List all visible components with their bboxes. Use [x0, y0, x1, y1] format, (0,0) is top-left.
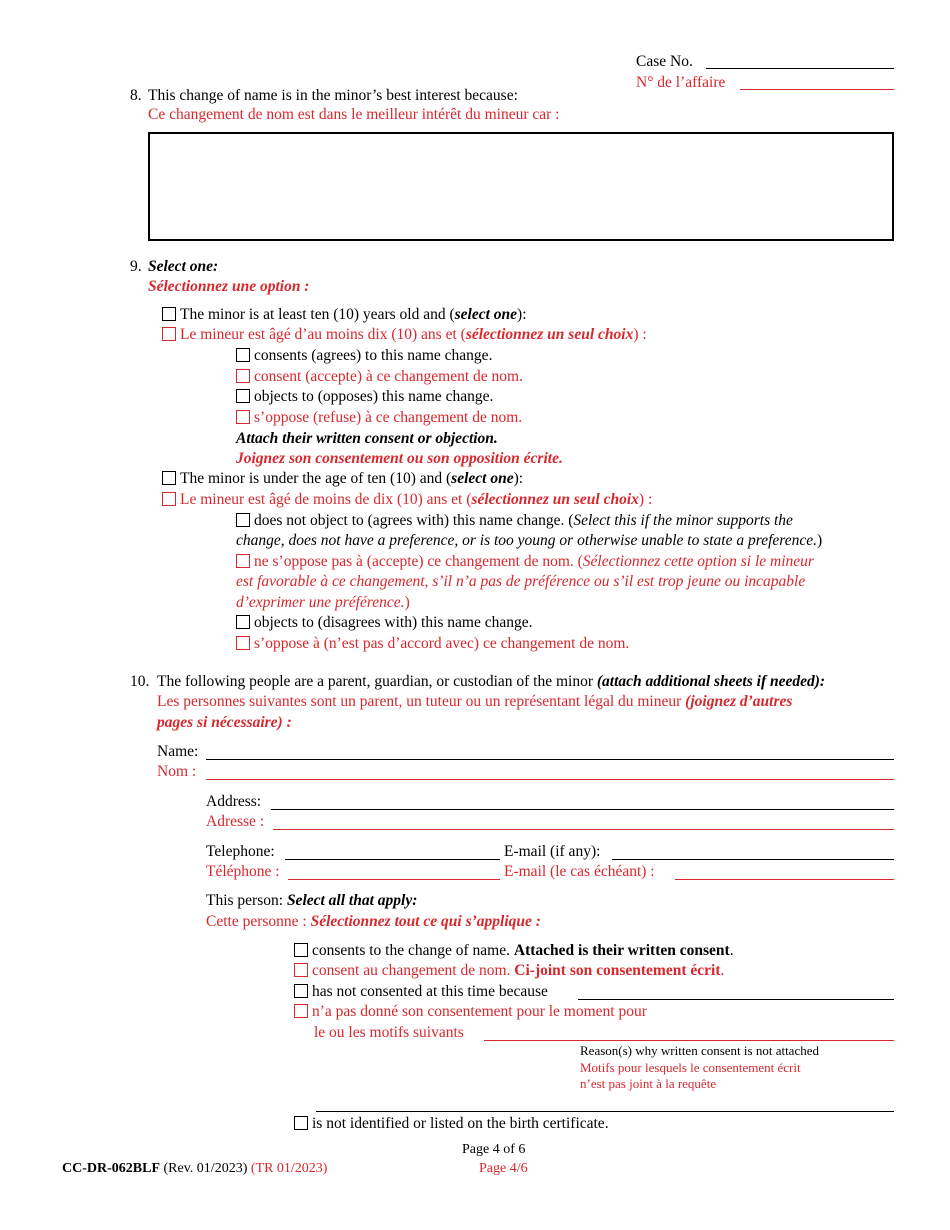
q9b-objects-option-fr: s’oppose à (n’est pas d’accord avec) ce changement de nom. [236, 634, 629, 654]
q9a-objects-option-fr: s’oppose (refuse) à ce changement de nom. [236, 408, 522, 428]
page-number: Page 4 of 6 [462, 1142, 526, 1157]
name-field[interactable] [206, 759, 894, 760]
not-consented-option[interactable]: has not consented at this time because [294, 982, 548, 1002]
q9b-objects-option[interactable]: objects to (disagrees with) this name change. [236, 613, 533, 633]
q9a-attach-note-fr: Joignez son consentement ou son opposition écrite. [236, 450, 563, 467]
case-no-label-fr: N° de l’affaire [636, 74, 726, 91]
telephone-field-fr [288, 879, 500, 880]
q9-option-b-fr: Le mineur est âgé de moins de dix (10) ans et (sélectionnez un seul choix) : [162, 490, 652, 510]
checkbox-icon[interactable] [236, 389, 250, 403]
not-consented-option-fr-cont: le ou les motifs suivants [314, 1024, 464, 1041]
checkbox-icon[interactable] [236, 348, 250, 362]
q9b-does-not-object-fr-cont2: d’exprimer une préférence.) [236, 594, 410, 611]
checkbox-icon[interactable] [294, 943, 308, 957]
name-label-fr: Nom : [157, 763, 197, 780]
not-consented-option-fr: n’a pas donné son consentement pour le moment pour [294, 1002, 647, 1022]
address-field[interactable] [271, 809, 894, 810]
q9b-does-not-object-fr-cont1: est favorable à ce changement, s’il n’a pas de préférence ou s’il est trop jeune ou incapable [236, 573, 806, 590]
checkbox-icon [162, 327, 176, 341]
consents-option-fr: consent au changement de nom. Ci-joint son consentement écrit. [294, 961, 724, 981]
this-person-label-fr: Cette personne : Sélectionnez tout ce qui s’applique : [206, 913, 541, 930]
q10-text-fr: Les personnes suivantes sont un parent, un tuteur ou un représentant légal du mineur (joignez d’autres [157, 693, 793, 710]
checkbox-icon[interactable] [162, 307, 176, 321]
not-on-birth-certificate-option[interactable]: is not identified or listed on the birth certificate. [294, 1114, 609, 1134]
address-label-fr: Adresse : [206, 813, 265, 830]
q9b-does-not-object-cont: change, does not have a preference, or is too young or otherwise unable to state a preference.) [236, 532, 823, 549]
q9-option-a-fr: Le mineur est âgé d’au moins dix (10) ans et (sélectionnez un seul choix) : [162, 325, 647, 345]
form-id: CC-DR-062BLF (Rev. 01/2023) (TR 01/2023) [62, 1161, 328, 1176]
telephone-label-fr: Téléphone : [206, 863, 280, 880]
q9b-does-not-object-option-fr: ne s’oppose pas à (accepte) ce changement de nom. (Sélectionnez cette option si le mineur [236, 552, 814, 572]
checkbox-icon [236, 554, 250, 568]
checkbox-icon[interactable] [294, 984, 308, 998]
email-field-fr [675, 879, 894, 880]
q9a-consents-option-fr: consent (accepte) à ce changement de nom. [236, 367, 523, 387]
email-label-fr: E-mail (le cas échéant) : [504, 863, 655, 880]
case-no-label: Case No. [636, 53, 693, 70]
q9a-objects-option[interactable]: objects to (opposes) this name change. [236, 387, 493, 407]
checkbox-icon [236, 369, 250, 383]
email-label: E-mail (if any): [504, 843, 601, 860]
telephone-label: Telephone: [206, 843, 275, 860]
email-field[interactable] [612, 859, 894, 860]
telephone-field[interactable] [285, 859, 500, 860]
this-person-label: This person: Select all that apply: [206, 892, 418, 909]
reason-caption-fr-cont: n’est pas joint à la requête [580, 1076, 717, 1091]
q9a-attach-note: Attach their written consent or objection. [236, 430, 498, 447]
q8-reason-textarea[interactable] [148, 132, 894, 241]
q9-option-b[interactable]: The minor is under the age of ten (10) and (select one): [162, 469, 523, 489]
checkbox-icon[interactable] [162, 471, 176, 485]
q9-number: 9. [130, 258, 142, 275]
q9b-does-not-object-option[interactable]: does not object to (agrees with) this name change. (Select this if the minor supports the [236, 511, 793, 531]
not-consented-reason-field[interactable] [578, 999, 894, 1000]
case-no-field[interactable] [706, 68, 894, 69]
address-field-fr [273, 829, 894, 830]
q10-text: The following people are a parent, guardian, or custodian of the minor (attach additional sheets if needed): [157, 673, 826, 690]
checkbox-icon[interactable] [236, 513, 250, 527]
not-consented-reason-field-fr [484, 1040, 894, 1041]
page-number-fr: Page 4/6 [479, 1161, 528, 1176]
q9-title-fr: Sélectionnez une option : [148, 278, 310, 295]
checkbox-icon[interactable] [236, 615, 250, 629]
q8-text-fr: Ce changement de nom est dans le meilleur intérêt du mineur car : [148, 106, 560, 123]
case-no-field-fr [740, 89, 894, 90]
checkbox-icon[interactable] [294, 1116, 308, 1130]
q9-option-a[interactable]: The minor is at least ten (10) years old and (select one): [162, 305, 527, 325]
checkbox-icon [294, 963, 308, 977]
reason-extra-line[interactable] [316, 1111, 894, 1112]
checkbox-icon [236, 410, 250, 424]
checkbox-icon [236, 636, 250, 650]
reason-caption-fr: Motifs pour lesquels le consentement écrit [580, 1060, 801, 1075]
checkbox-icon [294, 1004, 308, 1018]
checkbox-icon [162, 492, 176, 506]
name-field-fr [206, 779, 894, 780]
address-label: Address: [206, 793, 262, 810]
q10-text-fr-cont: pages si nécessaire) : [157, 714, 292, 731]
consents-option[interactable]: consents to the change of name. Attached is their written consent. [294, 941, 734, 961]
q8-text: This change of name is in the minor’s best interest because: [148, 87, 518, 104]
reason-caption: Reason(s) why written consent is not attached [580, 1043, 819, 1058]
q8-number: 8. [130, 87, 142, 104]
q10-number: 10. [130, 673, 150, 690]
q9a-consents-option[interactable]: consents (agrees) to this name change. [236, 346, 492, 366]
q9-title: Select one: [148, 258, 219, 275]
name-label: Name: [157, 743, 199, 760]
